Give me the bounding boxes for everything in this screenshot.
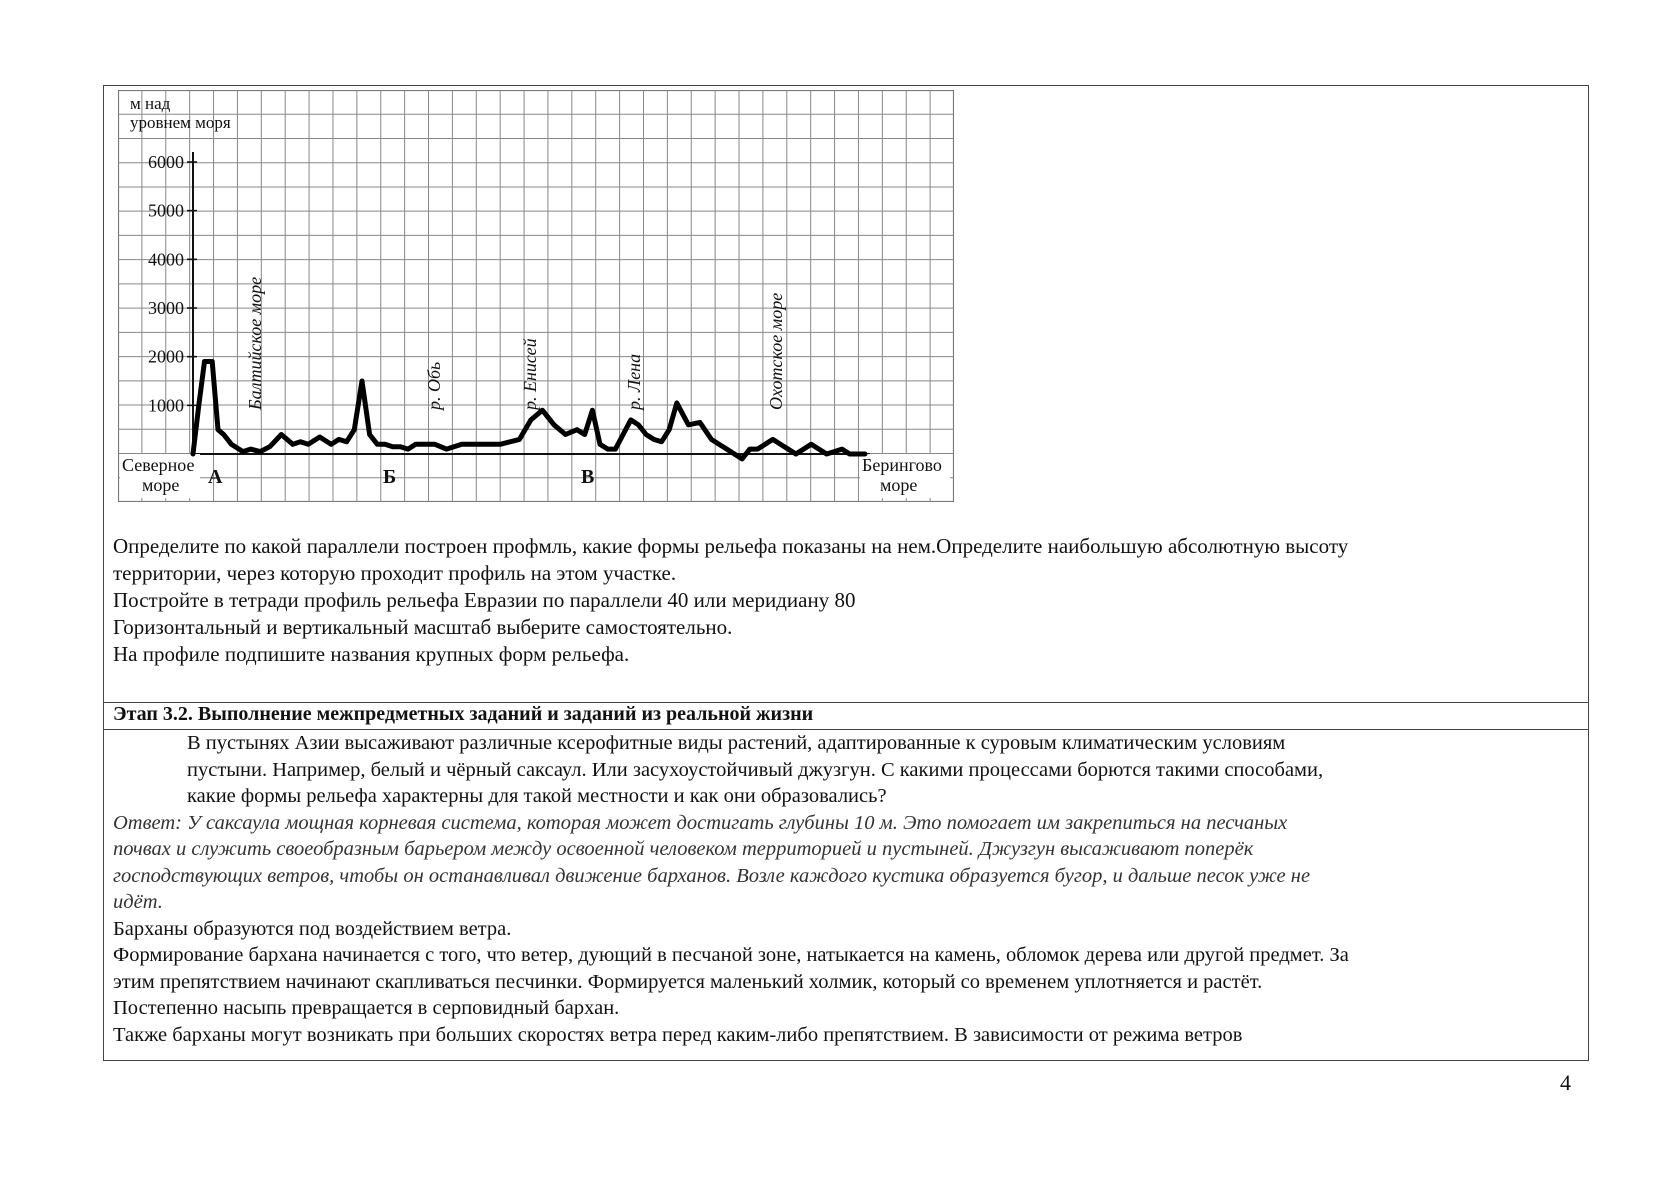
body-line-8: Постепенно насыпь превращается в серповидный бархан. (113, 997, 620, 1019)
chart-point-label-2: Б (383, 466, 397, 488)
task-line-3: Постройте в тетради профиль рельефа Евразии по параллели 40 или меридиану 80 (113, 588, 856, 612)
body-line-9: Также барханы могут возникать при больших скоростях ветра перед каким-либо препятствием. В зависимости от режима ветров (113, 1023, 1243, 1046)
body-text (113, 730, 1583, 1048)
chart-left-label-line2: море (142, 475, 180, 495)
answer-line-3: господствующих ветров, чтобы он останавливал движение барханов. Возле каждого кустика образуется бугор, и дальше песок уже не (113, 864, 1311, 887)
chart-right-label-line2: море (880, 475, 918, 495)
question-line-1: В пустынях Азии высаживают различные ксерофитные виды растений, адаптированные к суровым климатическим условиям (187, 732, 1286, 754)
task-text (113, 533, 1573, 668)
chart-y-tick-label: 2000 (148, 346, 184, 367)
task-line-5: На профиле подпишите названия крупных форм рельефа. (113, 642, 630, 666)
task-line-1: Определите по какой параллели построен профмль, какие формы рельефа показаны на нем.Определите наибольшую абсолютную высоту (113, 534, 1349, 558)
answer-line-1: Ответ: У саксаула мощная корневая система, которая может достигать глубины 10 м. Это помогает им закрепиться на песчаных (113, 811, 1288, 834)
chart-y-tick-label: 6000 (148, 152, 184, 172)
answer-line-2: почвах и служить своеобразным барьером между освоенной человеком территорией и пустыней. Джузгун высаживают поперёк (113, 838, 1254, 860)
chart-vertical-label-1: Балтийское море (245, 276, 265, 410)
page-number: 4 (1560, 1070, 1571, 1095)
relief-profile-chart (118, 90, 954, 502)
chart-y-tick-label: 5000 (148, 200, 184, 221)
chart-point-label-1: А (208, 466, 223, 488)
chart-left-label-line1: Северное (122, 455, 195, 475)
body-line-6: Формирование бархана начинается с того, что ветер, дующий в песчаной зоне, натыкается на камень, обломок дерева или другой предмет. За (113, 944, 1349, 966)
chart-y-label-line1: м над (130, 94, 171, 113)
chart-grid-border (119, 91, 954, 502)
task-line-2: территории, через которую проходит профиль на этом участке. (113, 561, 677, 585)
chart-y-tick-label: 3000 (148, 298, 184, 318)
task-line-4: Горизонтальный и вертикальный масштаб выберите самостоятельно. (113, 615, 733, 639)
question-line-2: пустыни. Например, белый и чёрный саксаул. Или засухоустойчивый джузгун. С какими процессами борются такими способами, (187, 758, 1324, 781)
body-line-5: Барханы образуются под воздействием ветра. (113, 917, 512, 940)
chart-vertical-label-2: р. Обь (424, 361, 444, 410)
chart-vertical-label-5: Охотское море (766, 292, 786, 410)
chart-grid (118, 90, 954, 502)
body-line-7: этим препятствием начинают скапливаться песчинки. Формируется маленький холмик, который со временем уплотняется и растёт. (113, 970, 1263, 993)
chart-y-tick-label: 4000 (148, 249, 184, 270)
stage-title: Этап 3.2. Выполнение межпредметных заданий и заданий из реальной жизни (113, 703, 814, 725)
chart-y-label-line2: уровнем моря (130, 113, 231, 132)
chart-y-tick-label: 1000 (148, 395, 184, 416)
chart-vertical-label-3: р. Енисей (520, 338, 540, 410)
chart-vertical-label-4: р. Лена (624, 353, 644, 410)
chart-point-label-3: В (581, 466, 595, 488)
question-line-3: какие формы рельефа характерны для такой местности и как они образовались? (187, 785, 887, 807)
chart-right-label-line1: Берингово (862, 455, 942, 475)
answer-line-4: идёт. (113, 891, 163, 913)
